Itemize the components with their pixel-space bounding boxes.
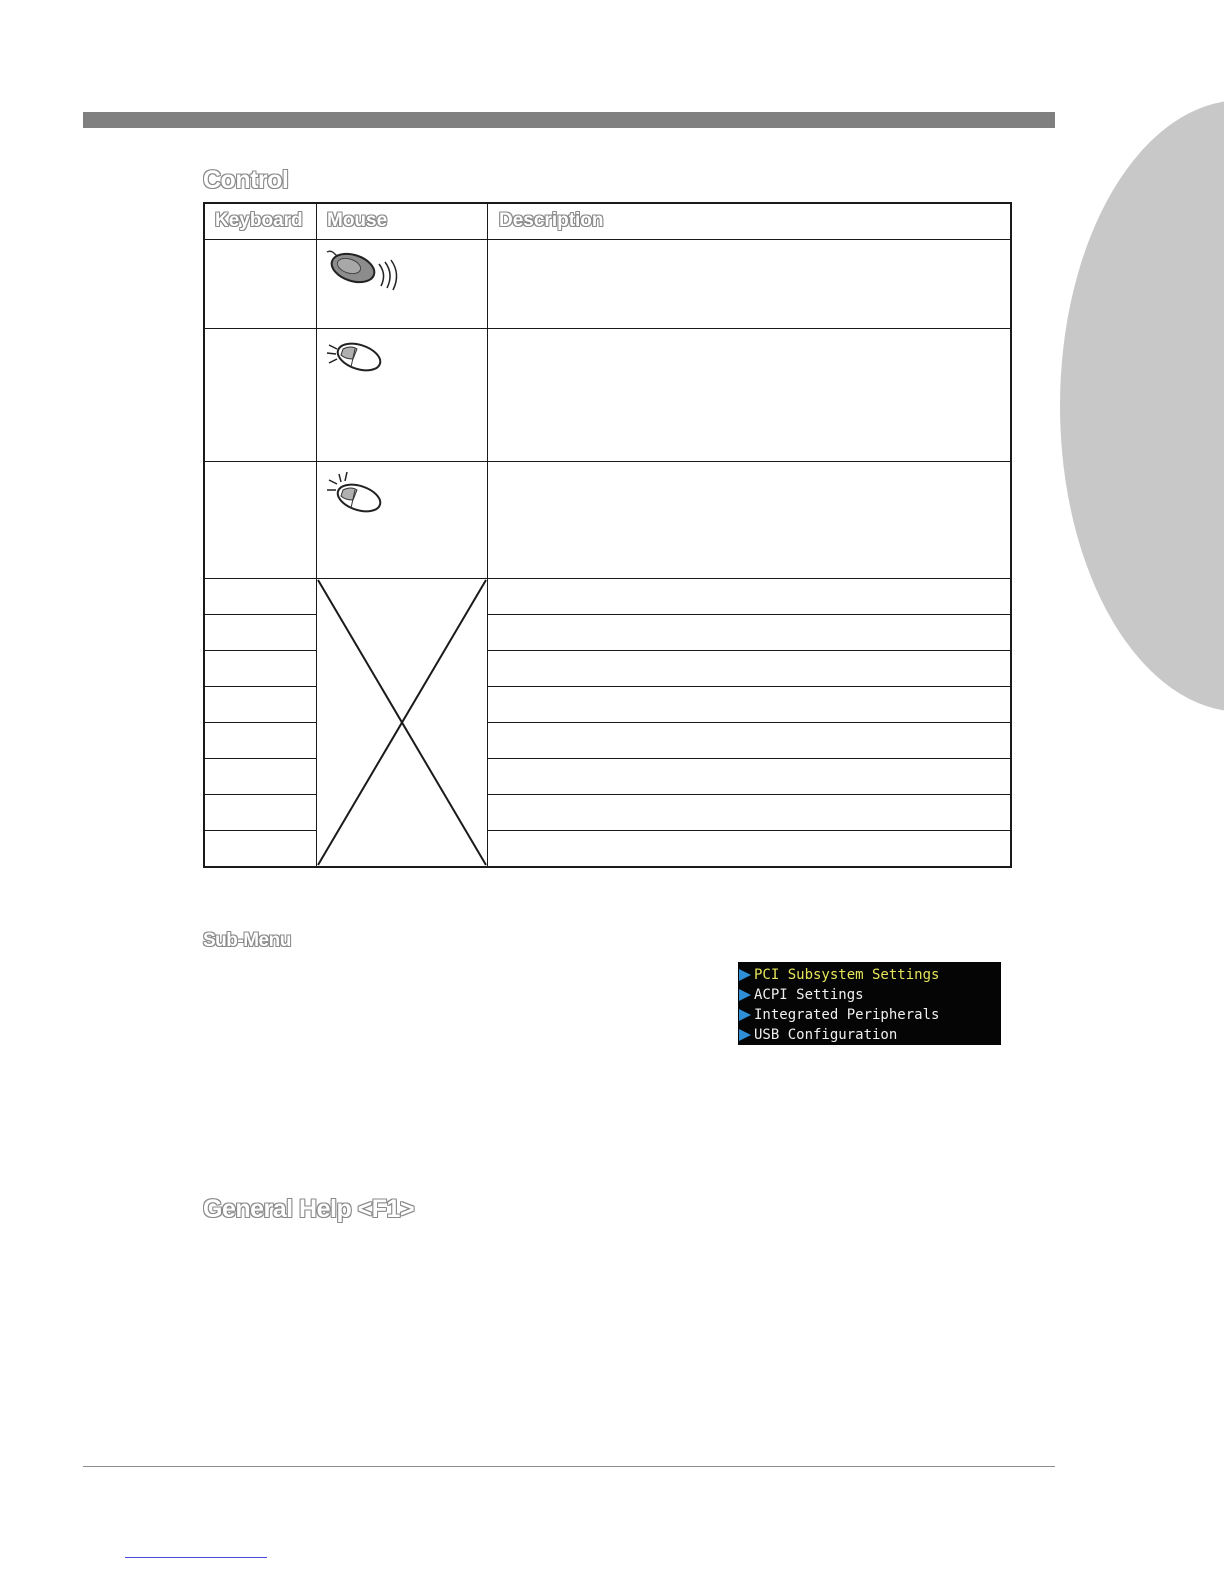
mouse-move-icon bbox=[325, 248, 405, 292]
mouse-right-click-icon bbox=[325, 470, 389, 518]
submenu-arrow-icon bbox=[739, 989, 751, 1001]
header-bar bbox=[83, 112, 1055, 128]
table-row-divider bbox=[205, 328, 1010, 329]
control-table bbox=[203, 202, 1012, 868]
mouse-left-click-icon bbox=[325, 337, 389, 379]
table-row-divider bbox=[205, 461, 1010, 462]
table-header-keyboard: Keyboard bbox=[215, 210, 303, 231]
mouse-not-applicable-cross bbox=[317, 579, 487, 866]
table-header-mouse: Mouse bbox=[327, 210, 388, 231]
submenu-arrow-icon bbox=[739, 1029, 751, 1041]
footer-link-underline[interactable] bbox=[125, 1557, 267, 1558]
submenu-item-label: PCI Subsystem Settings bbox=[754, 967, 940, 983]
submenu-item[interactable] bbox=[738, 965, 939, 985]
footer-rule bbox=[83, 1466, 1055, 1467]
submenu-arrow-icon bbox=[739, 969, 751, 981]
submenu-item-label: ACPI Settings bbox=[754, 987, 864, 1003]
chapter-side-tab bbox=[1060, 100, 1224, 712]
table-header-description: Description bbox=[499, 210, 604, 231]
section-title-general-help: General Help <F1> bbox=[203, 1195, 415, 1223]
table-row-divider bbox=[205, 239, 1010, 240]
submenu-screenshot bbox=[738, 962, 1001, 1045]
submenu-item-label: Integrated Peripherals bbox=[754, 1007, 940, 1023]
submenu-item[interactable] bbox=[738, 1025, 897, 1045]
table-col-divider bbox=[487, 204, 488, 866]
submenu-item-label: USB Configuration bbox=[754, 1027, 898, 1043]
section-title-control: Control bbox=[203, 166, 289, 194]
section-title-submenu: Sub-Menu bbox=[203, 930, 291, 951]
submenu-arrow-icon bbox=[739, 1009, 751, 1021]
submenu-item[interactable] bbox=[738, 985, 864, 1005]
submenu-item[interactable] bbox=[738, 1005, 939, 1025]
